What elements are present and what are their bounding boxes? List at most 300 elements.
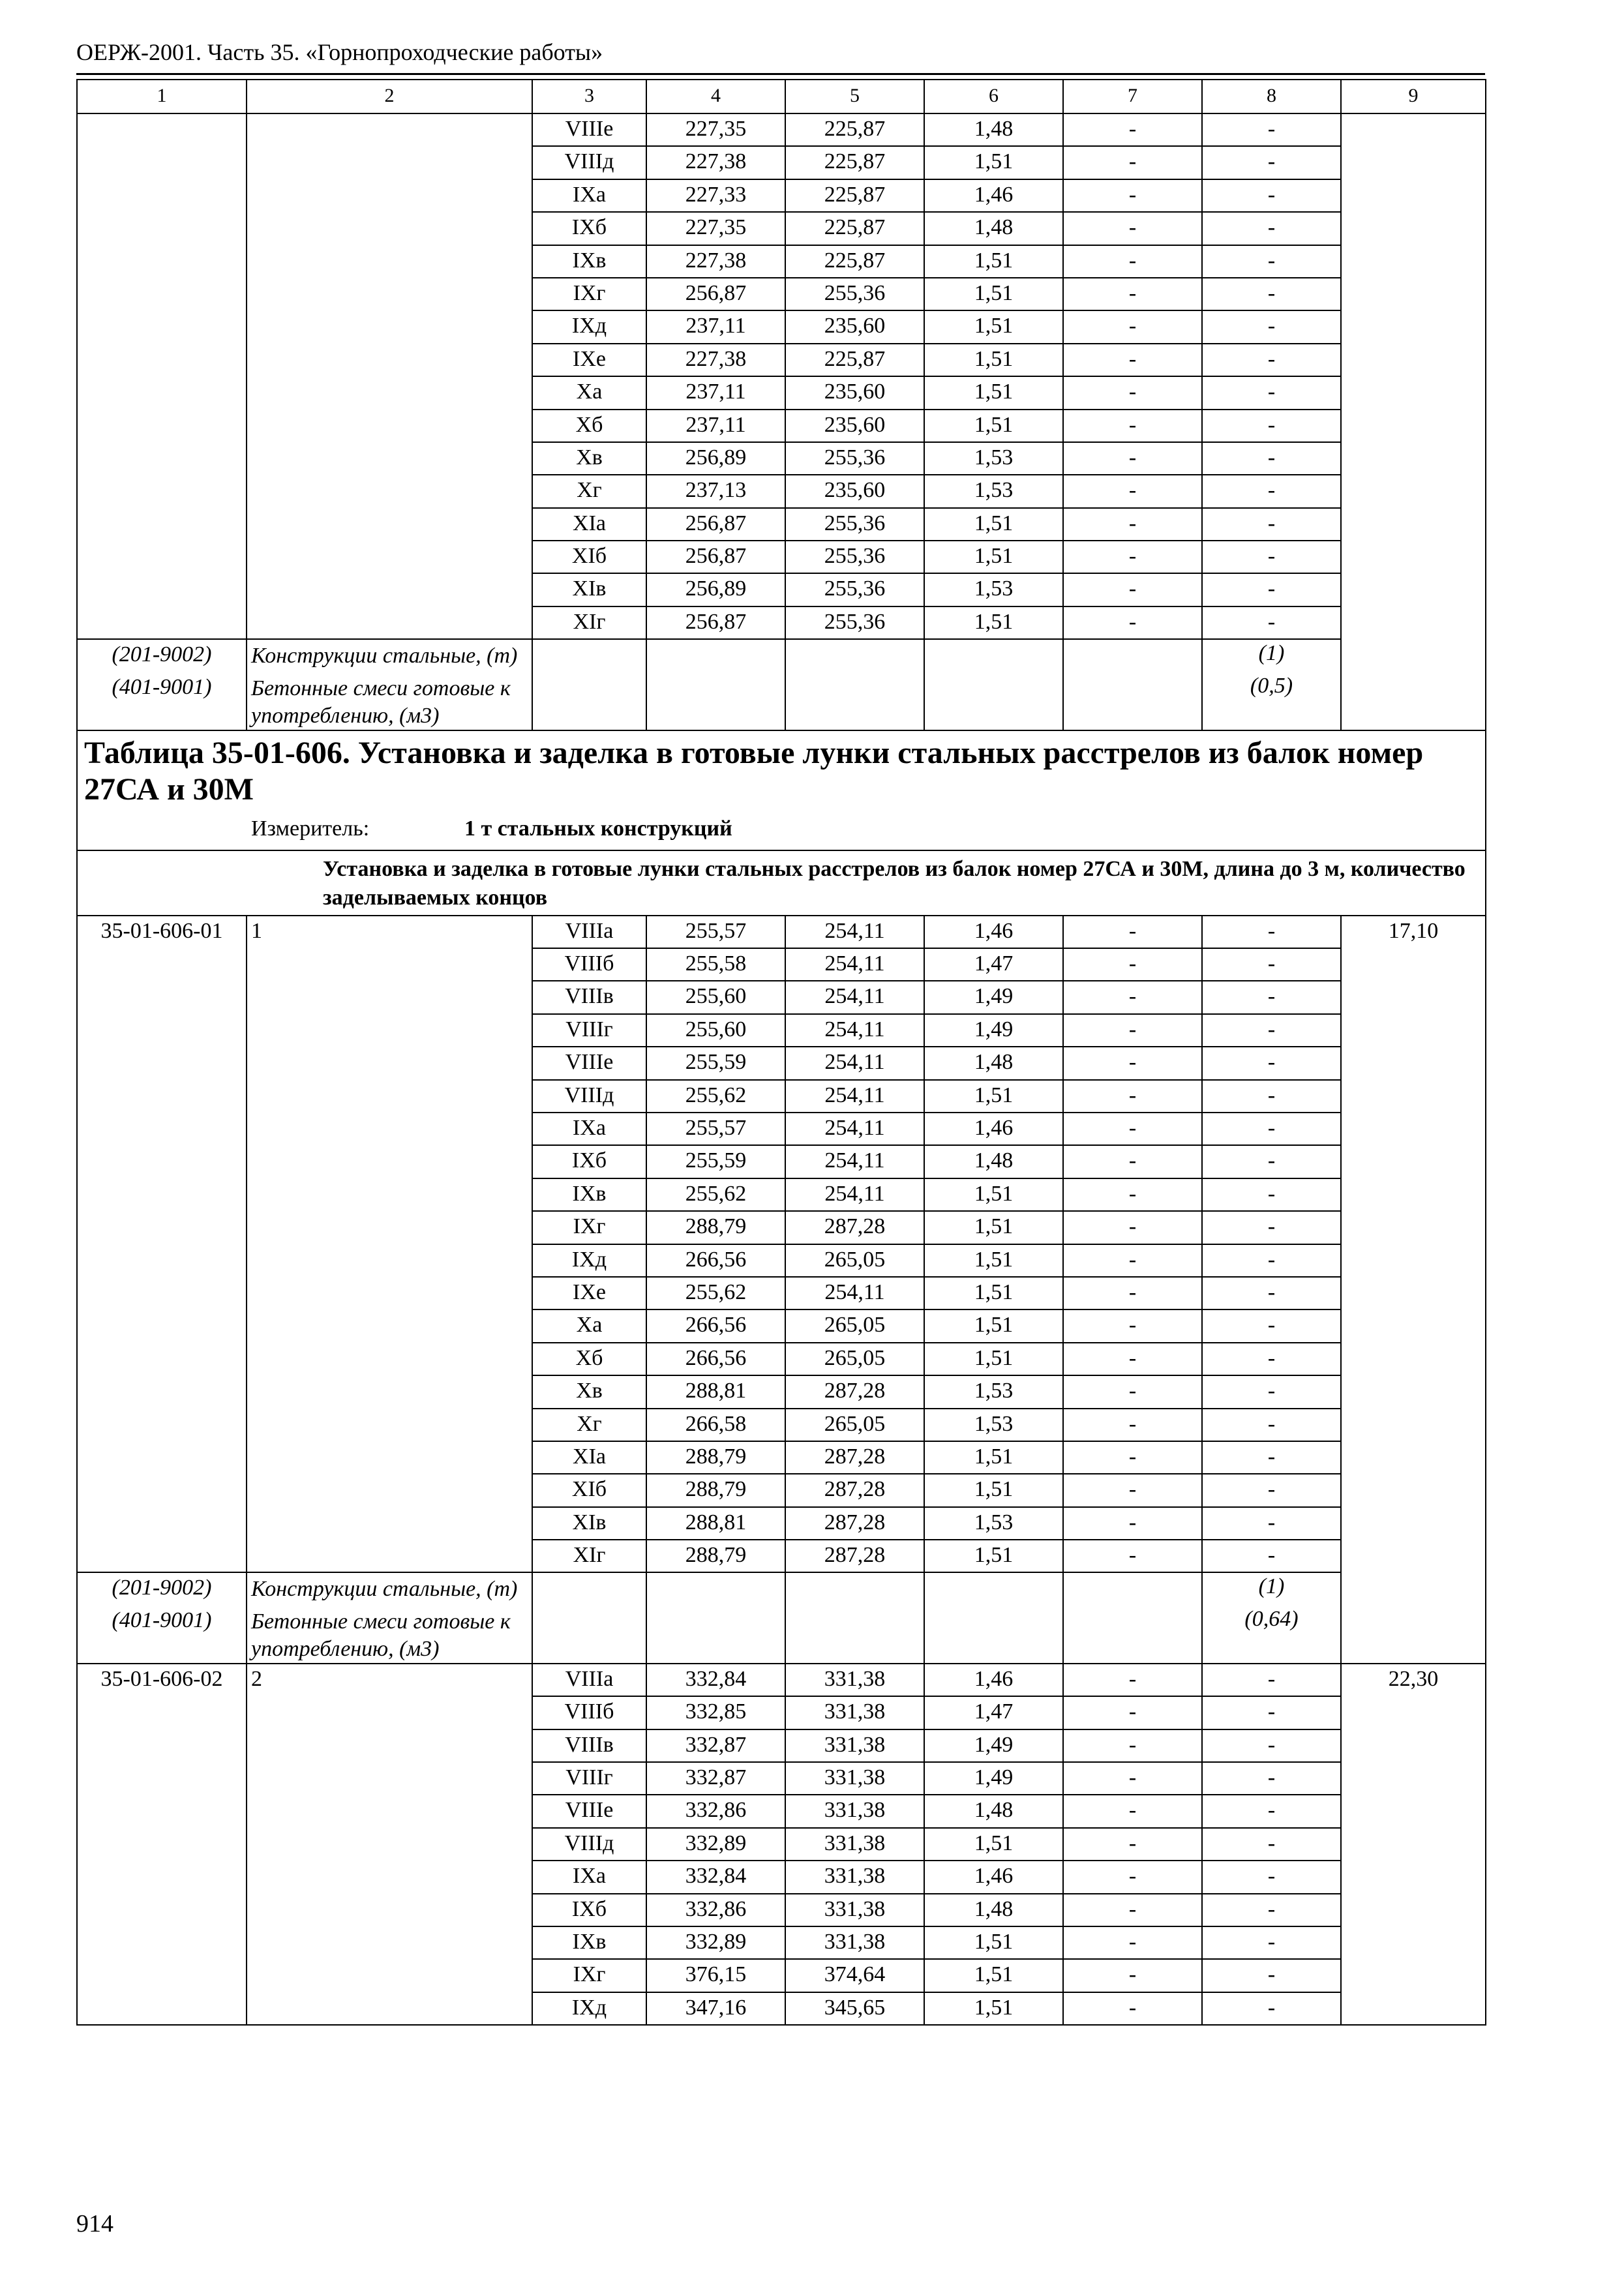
value-cell: 256,87: [646, 541, 785, 573]
value-cell: -: [1202, 1375, 1341, 1408]
qualification-class: IXг: [532, 1211, 646, 1244]
value-cell: -: [1202, 1664, 1341, 1696]
value-cell: 254,11: [785, 916, 924, 948]
value-cell: 1,51: [924, 245, 1063, 278]
resource-name: Конструкции стальные, (т): [247, 1572, 532, 1605]
qualification-class: XIа: [532, 508, 646, 541]
qualification-class: VIIIб: [532, 1696, 646, 1729]
value-cell: -: [1063, 1696, 1202, 1729]
value-cell: 1,53: [924, 1507, 1063, 1540]
value-cell: 1,51: [924, 1540, 1063, 1572]
value-cell: 1,47: [924, 1696, 1063, 1729]
header-rule: [76, 73, 1485, 75]
column-number: 2: [247, 80, 532, 113]
value-cell: 254,11: [785, 1080, 924, 1113]
value-cell: 237,11: [646, 376, 785, 409]
value-cell: 265,05: [785, 1343, 924, 1375]
value-cell: 266,56: [646, 1244, 785, 1277]
value-cell: -: [1063, 1047, 1202, 1079]
qualification-class: IXе: [532, 344, 646, 376]
resource-code: (201-9002): [77, 1572, 247, 1605]
value-cell: 1,49: [924, 1014, 1063, 1047]
value-cell: 332,87: [646, 1729, 785, 1762]
value-cell: -: [1202, 1244, 1341, 1277]
qualification-class: IXа: [532, 1113, 646, 1145]
resource-row: [77, 1606, 1486, 1664]
value-cell: -: [1063, 1540, 1202, 1572]
qualification-class: VIIIе: [532, 1795, 646, 1827]
value-cell: 287,28: [785, 1441, 924, 1474]
value-cell: 255,36: [785, 606, 924, 639]
value-cell: 1,53: [924, 1375, 1063, 1408]
value-cell: -: [1063, 1080, 1202, 1113]
value-cell: -: [1063, 1441, 1202, 1474]
value-cell: -: [1202, 1762, 1341, 1795]
value-cell: 331,38: [785, 1828, 924, 1861]
qualification-class: XIа: [532, 1441, 646, 1474]
value-cell: 256,87: [646, 508, 785, 541]
value-cell: 1,48: [924, 1145, 1063, 1178]
value-cell: 1,51: [924, 278, 1063, 310]
value-cell: 237,11: [646, 410, 785, 442]
value-cell: 1,46: [924, 1861, 1063, 1893]
value-cell: 1,51: [924, 310, 1063, 343]
value-cell: -: [1063, 1014, 1202, 1047]
empty-cell: [785, 1606, 924, 1664]
qualification-class: IXд: [532, 1992, 646, 2025]
table-description-row: [77, 850, 1486, 916]
value-cell: 254,11: [785, 1047, 924, 1079]
value-cell: 1,51: [924, 1959, 1063, 1992]
table-row: [77, 916, 1486, 948]
value-cell: 255,36: [785, 541, 924, 573]
column-number: 7: [1063, 80, 1202, 113]
value-cell: -: [1063, 1375, 1202, 1408]
value-cell: 1,53: [924, 475, 1063, 507]
value-cell: 255,59: [646, 1145, 785, 1178]
value-cell: 331,38: [785, 1926, 924, 1959]
value-cell: 225,87: [785, 146, 924, 179]
value-cell: -: [1063, 1244, 1202, 1277]
value-cell: -: [1063, 1894, 1202, 1926]
value-cell: -: [1202, 1211, 1341, 1244]
column-number: 1: [77, 80, 247, 113]
value-cell: 256,89: [646, 442, 785, 475]
empty-cell: [924, 1572, 1063, 1605]
value-cell: 255,59: [646, 1047, 785, 1079]
value-cell: 376,15: [646, 1959, 785, 1992]
table-title: Таблица 35-01-606. Установка и заделка в готовые лунки стальных расстрелов из балок номер 27СА и 30М: [84, 735, 1424, 807]
qualification-class: IXа: [532, 1861, 646, 1893]
resource-code: (401-9001): [77, 1606, 247, 1664]
value-cell: 1,51: [924, 376, 1063, 409]
value-cell: 254,11: [785, 948, 924, 981]
resource-name: Бетонные смеси готовые к употреблению, (м3): [247, 1606, 532, 1664]
unit-of-measure: [84, 812, 1479, 846]
empty-cell: [924, 639, 1063, 672]
value-cell: 331,38: [785, 1795, 924, 1827]
qualification-class: IXв: [532, 245, 646, 278]
value-cell: -: [1063, 508, 1202, 541]
value-cell: 254,11: [785, 981, 924, 1013]
value-cell: 1,51: [924, 1992, 1063, 2025]
empty-cell: [1063, 1606, 1202, 1664]
value-cell: -: [1202, 1409, 1341, 1441]
value-cell: 1,51: [924, 344, 1063, 376]
value-cell: 332,89: [646, 1828, 785, 1861]
value-cell: -: [1063, 1474, 1202, 1506]
column-numbers-row: [77, 80, 1486, 113]
column-number: 5: [785, 80, 924, 113]
value-cell: 227,35: [646, 212, 785, 245]
value-cell: -: [1202, 475, 1341, 507]
value-cell: -: [1202, 1178, 1341, 1211]
column-number: 9: [1341, 80, 1486, 113]
value-cell: 265,05: [785, 1309, 924, 1342]
value-cell: 288,79: [646, 1474, 785, 1506]
value-cell: 237,13: [646, 475, 785, 507]
value-cell: 331,38: [785, 1696, 924, 1729]
qualification-class: IXе: [532, 1277, 646, 1309]
empty-cell: [646, 639, 785, 672]
empty-cell: [532, 672, 646, 730]
resource-quantity: (0,64): [1202, 1606, 1341, 1664]
empty-cell: [1063, 672, 1202, 730]
value-cell: -: [1063, 1507, 1202, 1540]
value-cell: 1,53: [924, 442, 1063, 475]
value-cell: 235,60: [785, 310, 924, 343]
column-number: 4: [646, 80, 785, 113]
value-cell: 266,58: [646, 1409, 785, 1441]
value-cell: -: [1202, 310, 1341, 343]
value-cell: 1,51: [924, 1309, 1063, 1342]
empty-cell: [785, 639, 924, 672]
value-cell: -: [1063, 1762, 1202, 1795]
value-cell: 235,60: [785, 376, 924, 409]
value-cell: -: [1063, 1309, 1202, 1342]
value-cell: -: [1063, 376, 1202, 409]
value-cell: 1,46: [924, 1113, 1063, 1145]
value-cell: 1,51: [924, 1211, 1063, 1244]
value-cell: -: [1063, 278, 1202, 310]
empty-cell: [532, 1606, 646, 1664]
value-cell: 288,81: [646, 1375, 785, 1408]
value-cell: 287,28: [785, 1540, 924, 1572]
value-cell: 332,89: [646, 1926, 785, 1959]
value-cell: 266,56: [646, 1309, 785, 1342]
value-cell: -: [1063, 212, 1202, 245]
value-cell: 332,87: [646, 1762, 785, 1795]
empty-cell: [532, 639, 646, 672]
value-cell: 1,47: [924, 948, 1063, 981]
resource-row: [77, 672, 1486, 730]
empty-cell: [646, 1572, 785, 1605]
empty-cell: [77, 113, 247, 639]
value-cell: -: [1063, 245, 1202, 278]
value-cell: 1,51: [924, 606, 1063, 639]
value-cell: 1,51: [924, 1343, 1063, 1375]
value-cell: 345,65: [785, 1992, 924, 2025]
value-cell: -: [1063, 1178, 1202, 1211]
value-cell: 332,84: [646, 1861, 785, 1893]
value-cell: -: [1202, 1113, 1341, 1145]
qualification-class: VIIIв: [532, 1729, 646, 1762]
value-cell: -: [1063, 1664, 1202, 1696]
qualification-class: VIIIа: [532, 916, 646, 948]
value-cell: -: [1202, 1441, 1341, 1474]
value-cell: 1,49: [924, 1762, 1063, 1795]
qualification-class: VIIIд: [532, 146, 646, 179]
qualification-class: VIIIе: [532, 1047, 646, 1079]
value-cell: 1,51: [924, 410, 1063, 442]
value-cell: 1,48: [924, 1795, 1063, 1827]
page-number: 914: [76, 2210, 113, 2237]
qualification-class: XIв: [532, 1507, 646, 1540]
resource-row: [77, 1572, 1486, 1605]
value-cell: 255,57: [646, 1113, 785, 1145]
column-number: 3: [532, 80, 646, 113]
value-cell: 255,62: [646, 1178, 785, 1211]
value-cell: 255,60: [646, 981, 785, 1013]
value-cell: -: [1063, 916, 1202, 948]
empty-cell: [1063, 639, 1202, 672]
qualification-class: IXд: [532, 1244, 646, 1277]
qualification-class: XIб: [532, 1474, 646, 1506]
qualification-class: VIIIг: [532, 1014, 646, 1047]
value-cell: -: [1202, 1507, 1341, 1540]
value-cell: 1,51: [924, 1178, 1063, 1211]
value-cell: -: [1202, 1795, 1341, 1827]
value-cell: -: [1202, 1474, 1341, 1506]
qualification-class: XIв: [532, 573, 646, 606]
value-cell: -: [1202, 1047, 1341, 1079]
qualification-class: IXг: [532, 278, 646, 310]
empty-cell: [247, 113, 532, 639]
qualification-class: IXд: [532, 310, 646, 343]
value-cell: -: [1202, 146, 1341, 179]
rate-parameter: 2: [247, 1664, 532, 2025]
qualification-class: IXб: [532, 1894, 646, 1926]
value-cell: -: [1202, 606, 1341, 639]
value-cell: 1,51: [924, 1474, 1063, 1506]
value-cell: 1,51: [924, 541, 1063, 573]
qualification-class: Xа: [532, 1309, 646, 1342]
resource-row: [77, 639, 1486, 672]
empty-cell: [785, 672, 924, 730]
value-cell: -: [1202, 508, 1341, 541]
qualification-class: IXа: [532, 179, 646, 212]
value-cell: 1,51: [924, 1244, 1063, 1277]
value-cell: 331,38: [785, 1861, 924, 1893]
value-cell: -: [1202, 212, 1341, 245]
qualification-class: Xв: [532, 1375, 646, 1408]
value-cell: 256,89: [646, 573, 785, 606]
value-cell: -: [1063, 475, 1202, 507]
value-cell: -: [1063, 410, 1202, 442]
unit-label: Измеритель:: [251, 816, 370, 841]
resource-quantity: (0,5): [1202, 672, 1341, 730]
value-cell: 1,51: [924, 1277, 1063, 1309]
value-cell: -: [1063, 981, 1202, 1013]
value-cell: 1,46: [924, 916, 1063, 948]
value-cell: -: [1063, 1113, 1202, 1145]
value-cell: 225,87: [785, 245, 924, 278]
value-cell: -: [1202, 916, 1341, 948]
value-cell: -: [1063, 1343, 1202, 1375]
value-cell: -: [1063, 1926, 1202, 1959]
value-cell: 265,05: [785, 1244, 924, 1277]
value-cell: 332,86: [646, 1795, 785, 1827]
value-cell: -: [1063, 1861, 1202, 1893]
column-number: 6: [924, 80, 1063, 113]
qualification-class: Xа: [532, 376, 646, 409]
value-cell: 255,36: [785, 442, 924, 475]
value-cell: 288,79: [646, 1441, 785, 1474]
qualification-class: XIб: [532, 541, 646, 573]
value-cell: -: [1063, 1959, 1202, 1992]
price-cell: 22,30: [1341, 1664, 1486, 2025]
value-cell: -: [1202, 1959, 1341, 1992]
value-cell: -: [1063, 1145, 1202, 1178]
value-cell: 255,62: [646, 1277, 785, 1309]
value-cell: 374,64: [785, 1959, 924, 1992]
value-cell: 254,11: [785, 1145, 924, 1178]
value-cell: -: [1202, 1828, 1341, 1861]
value-cell: 254,11: [785, 1178, 924, 1211]
value-cell: -: [1063, 1409, 1202, 1441]
value-cell: -: [1063, 606, 1202, 639]
column-number: 8: [1202, 80, 1341, 113]
resource-quantity: (1): [1202, 1572, 1341, 1605]
value-cell: 287,28: [785, 1507, 924, 1540]
table-row: [77, 113, 1486, 146]
value-cell: 1,49: [924, 981, 1063, 1013]
resource-quantity: (1): [1202, 639, 1341, 672]
value-cell: 347,16: [646, 1992, 785, 2025]
value-cell: 227,38: [646, 344, 785, 376]
value-cell: 227,33: [646, 179, 785, 212]
value-cell: -: [1202, 376, 1341, 409]
qualification-class: XIг: [532, 606, 646, 639]
value-cell: -: [1202, 1080, 1341, 1113]
qualification-class: VIIIа: [532, 1664, 646, 1696]
value-cell: 332,84: [646, 1664, 785, 1696]
qualification-class: Xв: [532, 442, 646, 475]
qualification-class: VIIIд: [532, 1080, 646, 1113]
value-cell: -: [1202, 1014, 1341, 1047]
value-cell: -: [1202, 948, 1341, 981]
value-cell: 1,51: [924, 508, 1063, 541]
resource-name: Конструкции стальные, (т): [247, 639, 532, 672]
resource-name: Бетонные смеси готовые к употреблению, (м3): [247, 672, 532, 730]
value-cell: 255,58: [646, 948, 785, 981]
value-cell: 1,51: [924, 1926, 1063, 1959]
value-cell: -: [1202, 442, 1341, 475]
table-description: Установка и заделка в готовые лунки стальных расстрелов из балок номер 27СА и 30М, длина до 3 м, количество заделываемых концов: [77, 850, 1486, 916]
rate-code: 35-01-606-01: [77, 916, 247, 1573]
value-cell: 255,36: [785, 278, 924, 310]
value-cell: -: [1202, 1343, 1341, 1375]
empty-cell: [1341, 113, 1486, 730]
qualification-class: Xг: [532, 475, 646, 507]
value-cell: 225,87: [785, 212, 924, 245]
resource-code: (201-9002): [77, 639, 247, 672]
value-cell: 331,38: [785, 1894, 924, 1926]
value-cell: -: [1202, 1894, 1341, 1926]
value-cell: 1,48: [924, 1047, 1063, 1079]
empty-cell: [532, 1572, 646, 1605]
value-cell: -: [1202, 573, 1341, 606]
value-cell: -: [1063, 1277, 1202, 1309]
value-cell: -: [1063, 541, 1202, 573]
value-cell: -: [1063, 442, 1202, 475]
value-cell: 1,46: [924, 179, 1063, 212]
value-cell: -: [1202, 410, 1341, 442]
value-cell: 255,36: [785, 573, 924, 606]
value-cell: 255,60: [646, 1014, 785, 1047]
value-cell: -: [1063, 179, 1202, 212]
value-cell: 235,60: [785, 410, 924, 442]
value-cell: -: [1202, 1277, 1341, 1309]
value-cell: 1,53: [924, 573, 1063, 606]
empty-cell: [646, 672, 785, 730]
table-body: [77, 80, 1486, 2025]
value-cell: -: [1202, 1540, 1341, 1572]
qualification-class: XIг: [532, 1540, 646, 1572]
value-cell: 265,05: [785, 1409, 924, 1441]
value-cell: 266,56: [646, 1343, 785, 1375]
empty-cell: [785, 1572, 924, 1605]
value-cell: -: [1063, 1992, 1202, 2025]
value-cell: 331,38: [785, 1762, 924, 1795]
value-cell: 1,51: [924, 1828, 1063, 1861]
table-row: [77, 1664, 1486, 1696]
empty-cell: [924, 1606, 1063, 1664]
value-cell: -: [1202, 1145, 1341, 1178]
value-cell: -: [1202, 113, 1341, 146]
qualification-class: IXв: [532, 1178, 646, 1211]
price-cell: 17,10: [1341, 916, 1486, 1664]
value-cell: 331,38: [785, 1664, 924, 1696]
value-cell: 1,48: [924, 1894, 1063, 1926]
value-cell: 255,62: [646, 1080, 785, 1113]
value-cell: 1,51: [924, 146, 1063, 179]
value-cell: -: [1063, 1729, 1202, 1762]
rate-code: 35-01-606-02: [77, 1664, 247, 2025]
value-cell: 225,87: [785, 344, 924, 376]
value-cell: -: [1202, 245, 1341, 278]
value-cell: 227,38: [646, 146, 785, 179]
table-title-cell: [77, 730, 1486, 850]
value-cell: 227,38: [646, 245, 785, 278]
value-cell: 287,28: [785, 1211, 924, 1244]
empty-cell: [924, 672, 1063, 730]
value-cell: 235,60: [785, 475, 924, 507]
value-cell: -: [1202, 541, 1341, 573]
value-cell: 1,51: [924, 1441, 1063, 1474]
value-cell: 288,79: [646, 1540, 785, 1572]
value-cell: -: [1063, 146, 1202, 179]
value-cell: 288,79: [646, 1211, 785, 1244]
value-cell: 254,11: [785, 1113, 924, 1145]
value-cell: 331,38: [785, 1729, 924, 1762]
value-cell: 254,11: [785, 1014, 924, 1047]
value-cell: -: [1202, 179, 1341, 212]
value-cell: -: [1202, 1926, 1341, 1959]
unit-value: 1 т стальных конструкций: [464, 816, 732, 841]
value-cell: -: [1063, 113, 1202, 146]
value-cell: -: [1063, 1211, 1202, 1244]
